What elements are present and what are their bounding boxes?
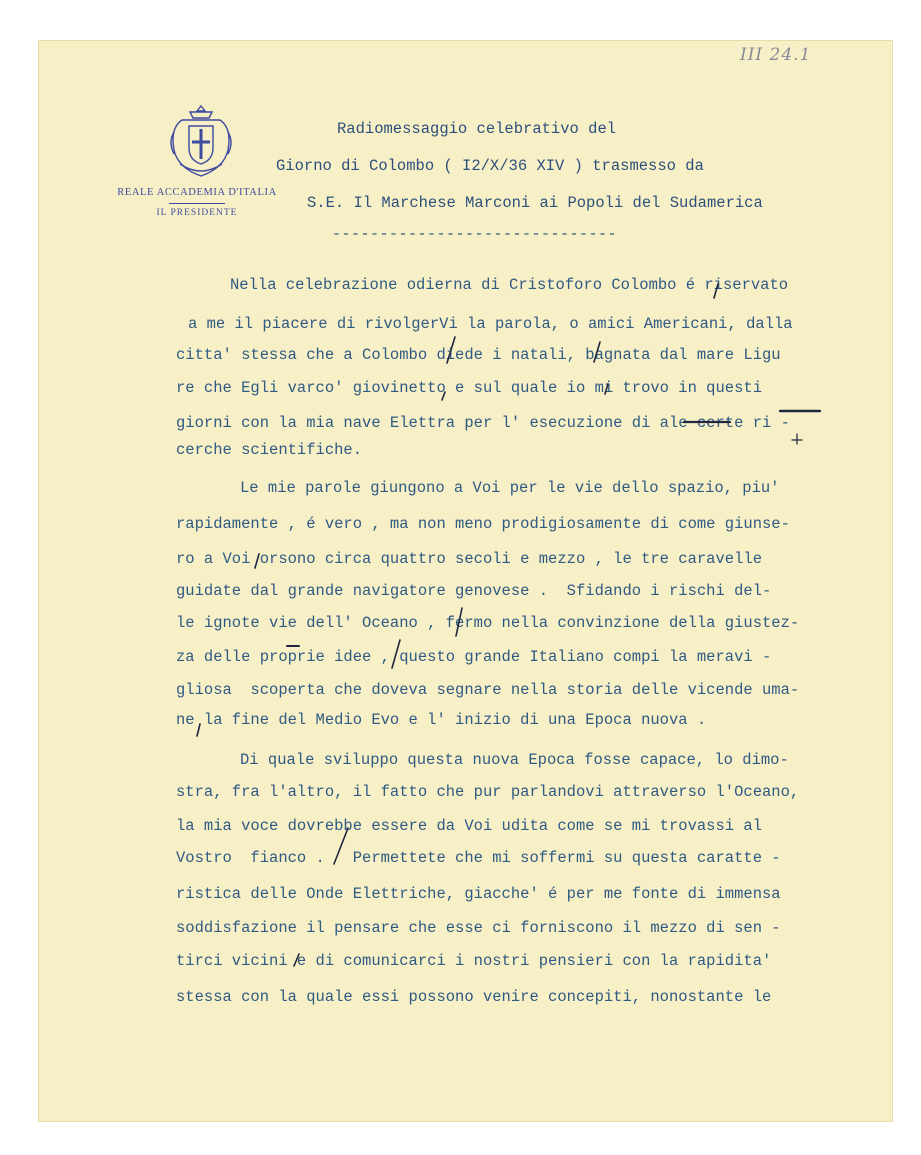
body-line: ristica delle Onde Elettriche, giacche' é per me fonte di immensa	[176, 885, 781, 903]
body-line: Nella celebrazione odierna di Cristoforo Colombo é riservato	[230, 276, 789, 294]
body-line: re che Egli varco' giovinetto e sul quale io mi trovo in questi	[176, 379, 762, 397]
archive-annotation: III 24.1	[740, 45, 812, 65]
title-underline: ------------------------------	[332, 226, 618, 243]
body-line: Vostro fianco . Permettete che mi soffermi su questa caratte -	[176, 849, 781, 867]
body-line: tirci vicini e di comunicarci i nostri pensieri con la rapidita'	[176, 952, 772, 970]
body-line: ro a Voi orsono circa quattro secoli e mezzo , le tre caravelle	[176, 550, 762, 568]
body-line: rapidamente , é vero , ma non meno prodigiosamente di come giunse-	[176, 515, 790, 533]
body-line: guidate dal grande navigatore genovese . Sfidando i rischi del-	[176, 582, 772, 600]
body-line: giorni con la mia nave Elettra per l' esecuzione di ale certe ri -	[176, 414, 790, 432]
body-line: ne la fine del Medio Evo e l' inizio di una Epoca nuova .	[176, 711, 707, 729]
body-line: Le mie parole giungono a Voi per le vie dello spazio, piu'	[240, 479, 780, 497]
title-line-2: Giorno di Colombo ( I2/X/36 XIV ) trasmesso da	[276, 157, 704, 175]
body-line: za delle proprie idee , questo grande Italiano compi la meravi -	[176, 648, 772, 666]
letterhead-role: IL PRESIDENTE	[156, 208, 238, 218]
body-line: cerche scientifiche.	[176, 441, 363, 459]
body-line: citta' stessa che a Colombo diede i natali, bagnata dal mare Ligu	[176, 346, 781, 364]
title-line-3: S.E. Il Marchese Marconi ai Popoli del Sudamerica	[307, 194, 763, 212]
body-line: stra, fra l'altro, il fatto che pur parlandovi attraverso l'Oceano,	[176, 783, 800, 801]
body-line: stessa con la quale essi possono venire concepiti, nonostante le	[176, 988, 772, 1006]
body-line: la mia voce dovrebbe essere da Voi udita come se mi trovassi al	[176, 817, 762, 835]
body-line: Di quale sviluppo questa nuova Epoca fosse capace, lo dimo-	[240, 751, 789, 769]
body-line: gliosa scoperta che doveva segnare nella storia delle vicende uma-	[176, 681, 800, 699]
body-line: soddisfazione il pensare che esse ci forniscono il mezzo di sen -	[176, 919, 781, 937]
body-line: le ignote vie dell' Oceano , fermo nella convinzione della giustez-	[176, 614, 800, 632]
institution-name: REALE ACCADEMIA D'ITALIA	[117, 187, 277, 198]
title-line-1: Radiomessaggio celebrativo del	[337, 120, 617, 138]
body-line: a me il piacere di rivolgerVi la parola, o amici Americani, dalla	[188, 315, 793, 333]
